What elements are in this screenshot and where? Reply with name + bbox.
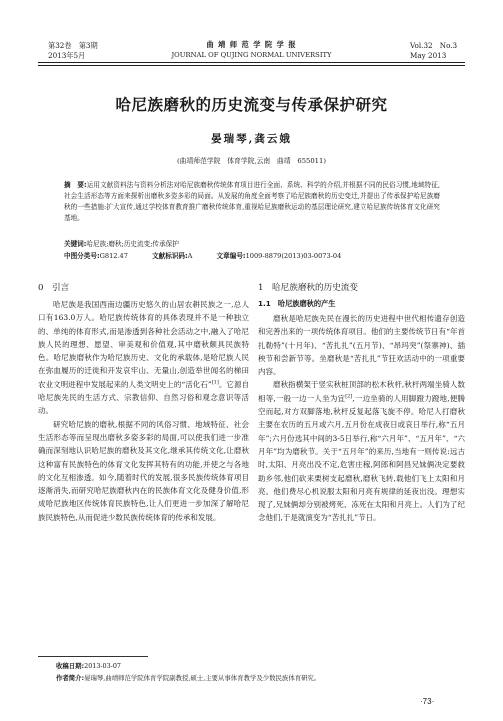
received-label: 收稿日期: bbox=[56, 662, 85, 670]
intro-p1-text: 哈尼族是我国西南边疆历史悠久的山居农耕民族之一,总人口有163.0万人。哈尼族传统体育的具体表现并不是一种独立的、单纯的体育形式,而是渗透到各种社会活动之中,融入了哈尼族人民的理想、愿望、审美观和价值观,其中磨秋颇具民族特色。哈尼族磨秋作为哈尼族历史、文化的承载体,是哈尼族人民在弥血履历的迁徙和开发哀牢山、无量山,创造举世闻名的梯田农业文明进程中发展起来的人类文明史上的“活化石” bbox=[38, 300, 249, 389]
header-journal-en: JOURNAL OF QUJING NORMAL UNIVERSITY bbox=[171, 51, 332, 59]
section1-paragraph-1: 磨秋是哈尼族先民在漫长的历史进程中世代相传遗存创造和完善出来的一项传统体育项目。他们的主要传统节日有“年首扎勒特”(十月年)、“苦扎扎”(五月节)、“昂玛突”(祭寨神)、插秧节和尝新节等。坐磨秋是“苦扎扎”节狂欢活动中的一项重要内容。 bbox=[258, 314, 465, 377]
author-bio bbox=[56, 673, 320, 683]
doc-code-label: 文献标识码: bbox=[152, 252, 188, 260]
section-1-heading: 1 哈尼族磨秋的历史流变 bbox=[258, 283, 358, 293]
page-number: ·73· bbox=[420, 697, 435, 706]
header-volume-cn: 第32卷 第3期 bbox=[48, 41, 98, 50]
received-date bbox=[56, 661, 121, 671]
header-journal-cn: 曲 靖 师 范 学 院 学 报 bbox=[206, 40, 297, 49]
paper-authors: 晏瑞琴,龚云娥 bbox=[211, 133, 292, 145]
header-rule-top bbox=[38, 62, 465, 63]
header-date-en: May 2013 bbox=[410, 51, 447, 60]
header-rule-bottom bbox=[38, 65, 465, 66]
received-value: 2013-03-07 bbox=[84, 662, 121, 670]
section1-p2-text: 磨秋指横架于竖实秋桩顶部的松木秋杆,秋杆两端坐骑人数相等,一般一边一人坐为宜 bbox=[258, 380, 465, 403]
intro-paragraph-2: 研究哈尼族的磨秋,根据不同的风俗习惯、地域特征、社会生活形态等而呈现出磨秋多姿多彩的局面,可以使我们进一步准确而深刻地认识哈尼族的磨秋及其文化,继承其传统文化,让磨秋这种富有民族特色的体育文化发挥其特有的功能,并使之与各地的文化互相渗透。如今,随着时代的发展,很多民族传统体育项目逐渐消失,而研究哈尼族磨秋内在的民族体育文化及健身价值,形成哈尼族地区传统体育民族特色,让人们更进一步加深了解哈尼族民族特色,从而促进少数民族传统体育的传承和发展。 bbox=[38, 419, 249, 522]
abstract-label: 摘 要: bbox=[64, 181, 87, 189]
clc-value: G812.47 bbox=[99, 252, 128, 260]
keywords-label: 关键词: bbox=[64, 240, 87, 248]
author-bio-text: 晏瑞琴,曲靖师范学院体育学院副教授,硕士,主要从事体育教学及少数民族体育研究。 bbox=[84, 674, 321, 682]
section1-paragraph-2 bbox=[258, 378, 465, 524]
doc-code-value: A bbox=[187, 252, 193, 260]
author-affiliation: (曲靖师范学院 体育学院,云南 曲靖 655011) bbox=[177, 157, 326, 165]
abstract-text: 运用文献资料法与资料分析法对哈尼族磨秋传统体育项目进行全面、系统、科学的介绍,并根据不同的民俗习惯,地域特征,社会生活形态等方面来探析出磨秋多姿多彩的局面。从发展的角度全面考察了哈尼族磨秋的历史变迁,并提出了传承保护哈尼族磨秋的一些措施:扩大宣传,通过学校体育教育推广磨秋传统体育,重视哈尼族磨秋运动的基层理论研究,建立哈尼族传统体育文化研究基地。 bbox=[64, 181, 440, 222]
keywords-row bbox=[64, 239, 440, 250]
keywords-text: 哈尼族;磨秋;历史流变;传承保护 bbox=[86, 240, 179, 248]
citation-2: [2] bbox=[345, 393, 353, 400]
left-column-body bbox=[38, 298, 249, 524]
subsection-1-1-heading: 1.1 哈尼族磨秋的产生 bbox=[258, 299, 336, 308]
footnote-rule bbox=[38, 656, 148, 657]
section1-p2-tail: ,一边坐骑的人用脚蹬力蹬地,便腾空而起,对方双脚落地,秋杆反复起落飞旋不停。哈尼人打磨秋主要在农历的五月或六月,五月份在成夜日或哀日举行,称“五月年”;六月份选其中间的3-5日举行,称“六月年”、“五月年”、“六月年”均为磨秋节。关于“五月年”的来历,当地有一则传说:远古时,太阳、月亮出没不定,危害庄稼,阿郎和阿昌兄妹俩决定要救助乡邻,他们砍来栗树支起磨秋,磨秋飞转,载他们飞上太阳和月亮。他们费尽心机说服太阳和月亮有规律的延夜出没。理想实现了,兄妹俩却分别被烤死、冻死在太阳和月亮上。人们为了纪念他们,于是就演变为“苦扎扎”节日。 bbox=[258, 393, 465, 523]
section-introduction-heading: 0 引言 bbox=[38, 283, 70, 293]
classification-row bbox=[64, 251, 440, 262]
article-number-value: 1009-8879(2013)03-0073-04 bbox=[245, 252, 342, 260]
abstract bbox=[64, 180, 440, 224]
right-column-body bbox=[258, 312, 465, 525]
intro-paragraph-1 bbox=[38, 298, 249, 418]
author-bio-label: 作者简介: bbox=[56, 674, 85, 682]
paper-title: 哈尼族磨秋的历史流变与传承保护研究 bbox=[115, 95, 388, 114]
intro-p1-tail: 。它源自哈尼族先民的生活方式、宗教信仰、自然习俗和观念意识等活动。 bbox=[38, 379, 249, 416]
header-date-cn: 2013年5月 bbox=[48, 51, 86, 60]
citation-1: [1] bbox=[211, 379, 219, 386]
article-number-label: 文章编号: bbox=[216, 252, 246, 260]
header-volume-en: Vol.32 No.3 bbox=[410, 41, 458, 50]
clc-label: 中图分类号: bbox=[64, 252, 100, 260]
